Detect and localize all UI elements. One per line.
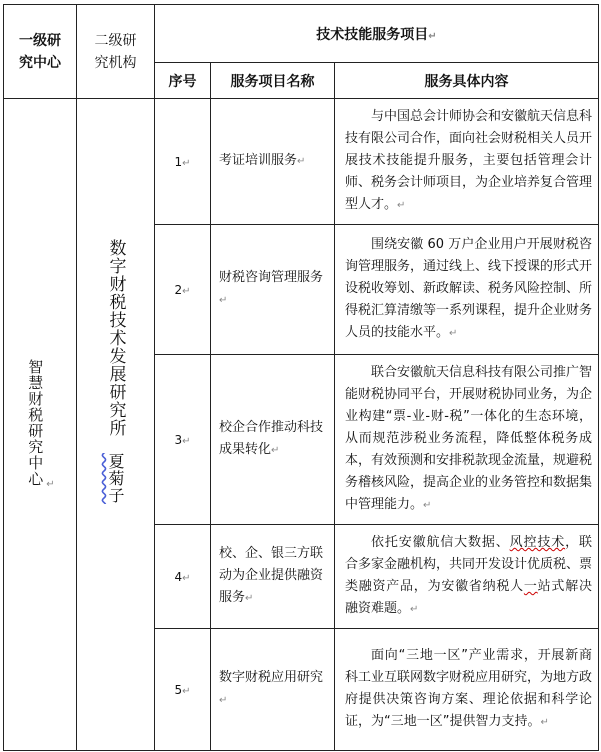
row-number: 4↵ bbox=[155, 525, 211, 629]
row-number: 5↵ bbox=[155, 629, 211, 751]
service-table bbox=[3, 4, 599, 751]
row-item-name: 校、企、银三方联动为企业提供融资服务↵ bbox=[211, 525, 335, 629]
row-number: 3↵ bbox=[155, 355, 211, 525]
header-item-content: 服务具体内容 bbox=[335, 63, 599, 99]
row-item-name: 考证培训服务↵ bbox=[211, 99, 335, 225]
row-item-name: 数字财税应用研究↵ bbox=[211, 629, 335, 751]
research-center-cell: 智慧财税研究中心 ↵ bbox=[4, 99, 77, 751]
research-center-name: 智慧财税研究中心 bbox=[26, 358, 45, 487]
header-seq: 序号 bbox=[155, 63, 211, 99]
row-number: 1↵ bbox=[155, 99, 211, 225]
header-level1-center: 一级研究中心 bbox=[4, 5, 77, 99]
row-number: 2↵ bbox=[155, 225, 211, 355]
research-institute-cell bbox=[77, 99, 155, 751]
row-item-content: 围绕安徽 60 万户企业用户开展财税咨询管理服务，通过线上、线下授课的形式开设税收筹划、新政解读、税务风险控制、所得税汇算清缴等一系列课程，提升企业财务人员的技能水平。↵ bbox=[335, 225, 599, 355]
header-level2-institute: 二级研究机构 bbox=[77, 5, 155, 99]
header-item-name: 服务项目名称 bbox=[211, 63, 335, 99]
row-item-content: 面向“三地一区”产业需求，开展新商科工业互联网数字财税应用研究，为地方政府提供决策咨询方案、理论依据和科学论证，为“三地一区”提供智力支持。↵ bbox=[335, 629, 599, 751]
table-row bbox=[4, 99, 599, 225]
row-item-content: 依托安徽航信大数据、风控技术，联合多家金融机构，共同开发设计优质税、票类融资产品，为安徽省纳税人一站式解决融资难题。↵ bbox=[335, 525, 599, 629]
institute-name: 数字财税技术发展研究所 bbox=[105, 239, 126, 437]
row-item-content: 联合安徽航天信息科技有限公司推广智能财税协同平台，开展财税协同业务，为企业构建“票-业-财-税”一体化的生态环境，从而规范涉税业务流程，降低整体税务成本，有效预测和安排税款现金流量，规避税务稽核风险，提高企业的业务管控和数据集中管理能力。↵ bbox=[335, 355, 599, 525]
institute-lead: 夏菊子 bbox=[106, 453, 125, 504]
header-service-projects: 技术技能服务项目↵ bbox=[155, 5, 599, 63]
row-item-content: 与中国总会计师协会和安徽航天信息科技有限公司合作，面向社会财税相关人员开展技术技能提升服务，主要包括管理会计师、税务会计师项目，为企业培养复合管理型人才。↵ bbox=[335, 99, 599, 225]
row-item-name: 校企合作推动科技成果转化↵ bbox=[211, 355, 335, 525]
row-item-name: 财税咨询管理服务↵ bbox=[211, 225, 335, 355]
